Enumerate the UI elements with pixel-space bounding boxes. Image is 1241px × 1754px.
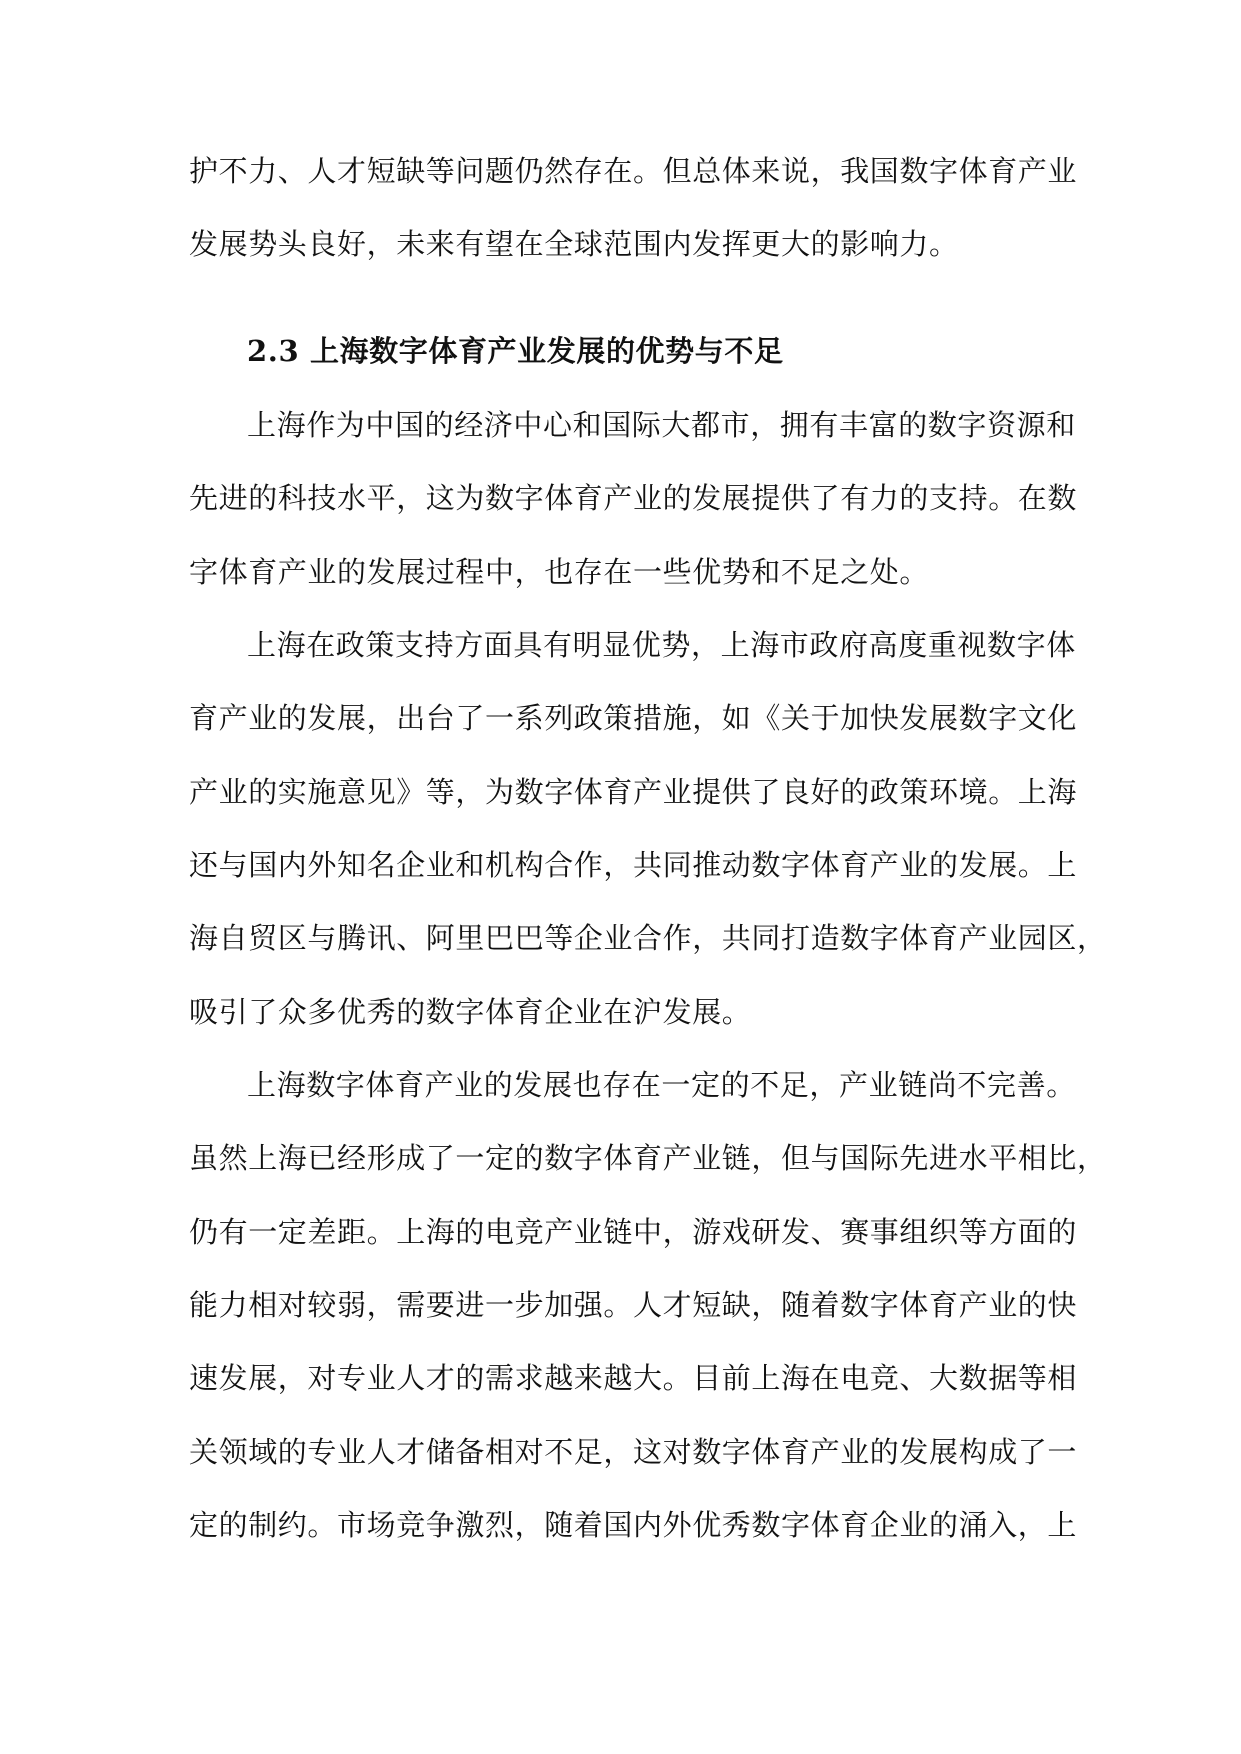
body-text-line: 仍有一定差距。上海的电竞产业链中，游戏研发、赛事组织等方面的 — [189, 1215, 1078, 1249]
body-text-line: 上海在政策支持方面具有明显优势，上海市政府高度重视数字体 — [247, 628, 1076, 662]
section-heading: 2.3 上海数字体育产业发展的优势与不足 — [247, 334, 784, 368]
body-text-line: 字体育产业的发展过程中，也存在一些优势和不足之处。 — [189, 555, 930, 589]
body-text-line: 育产业的发展，出台了一系列政策措施，如《关于加快发展数字文化 — [189, 701, 1078, 735]
body-text-line: 还与国内外知名企业和机构合作，共同推动数字体育产业的发展。上 — [189, 848, 1078, 882]
body-text-line: 上海作为中国的经济中心和国际大都市，拥有丰富的数字资源和 — [247, 408, 1076, 442]
body-text-line: 发展势头良好，未来有望在全球范围内发挥更大的影响力。 — [189, 227, 959, 261]
body-text-line: 速发展，对专业人才的需求越来越大。目前上海在电竞、大数据等相 — [189, 1361, 1078, 1395]
body-text-line: 定的制约。市场竞争激烈，随着国内外优秀数字体育企业的涌入，上 — [189, 1508, 1078, 1542]
body-text-line: 上海数字体育产业的发展也存在一定的不足，产业链尚不完善。 — [247, 1068, 1076, 1102]
body-text-line: 能力相对较弱，需要进一步加强。人才短缺，随着数字体育产业的快 — [189, 1288, 1078, 1322]
body-text-line: 关领域的专业人才储备相对不足，这对数字体育产业的发展构成了一 — [189, 1435, 1078, 1469]
body-text-line: 虽然上海已经形成了一定的数字体育产业链，但与国际先进水平相比， — [189, 1141, 1107, 1175]
body-text-line: 先进的科技水平，这为数字体育产业的发展提供了有力的支持。在数 — [189, 481, 1078, 515]
body-text-line: 吸引了众多优秀的数字体育企业在沪发展。 — [189, 995, 752, 1029]
body-text-line: 护不力、人才短缺等问题仍然存在。但总体来说，我国数字体育产业 — [189, 154, 1078, 188]
body-text-line: 产业的实施意见》等，为数字体育产业提供了良好的政策环境。上海 — [189, 775, 1078, 809]
body-text-line: 海自贸区与腾讯、阿里巴巴等企业合作，共同打造数字体育产业园区， — [189, 921, 1107, 955]
